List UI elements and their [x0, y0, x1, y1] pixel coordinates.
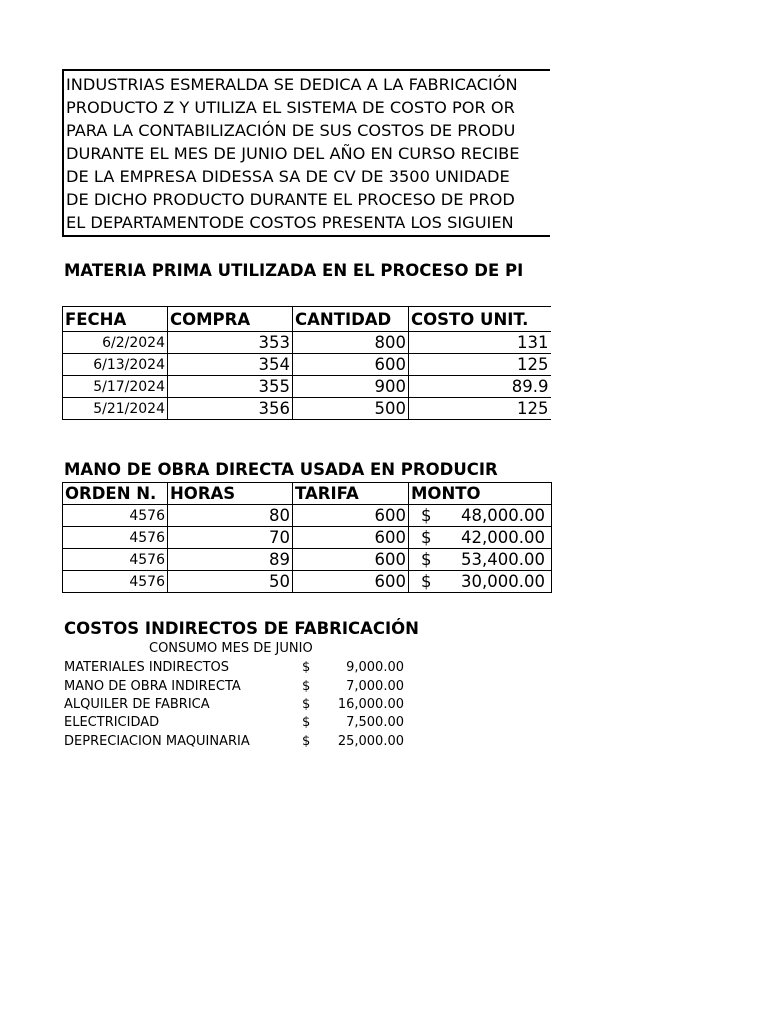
currency-symbol: $: [302, 715, 311, 730]
cif-subtitle: CONSUMO MES DE JUNIO: [149, 641, 313, 656]
cell-orden: 4576: [63, 505, 168, 527]
intro-text-box: [62, 69, 550, 237]
cell-tarifa: 600: [293, 571, 409, 593]
currency-symbol: $: [421, 550, 432, 569]
table-row: [63, 376, 551, 398]
monto-value: 48,000.00: [461, 506, 545, 525]
cell-compra: 354: [168, 354, 293, 376]
list-item: [64, 734, 404, 752]
header-horas: HORAS: [168, 483, 293, 505]
header-cantidad: CANTIDAD: [293, 307, 409, 332]
cif-title: COSTOS INDIRECTOS DE FABRICACIÓN: [64, 619, 419, 638]
cell-cantidad: 500: [293, 398, 409, 420]
table-row: [63, 549, 552, 571]
cell-compra: 353: [168, 332, 293, 354]
header-monto: MONTO: [409, 483, 552, 505]
cell-tarifa: 600: [293, 505, 409, 527]
currency-symbol: $: [421, 572, 432, 591]
cif-amount: 9,000.00: [346, 660, 404, 675]
currency-symbol: $: [302, 697, 311, 712]
cif-amount: 7,500.00: [346, 715, 404, 730]
cif-label: MATERIALES INDIRECTOS: [64, 660, 230, 675]
intro-line: PARA LA CONTABILIZACIÓN DE SUS COSTOS DE PRODU: [66, 121, 516, 140]
cell-costo-unit: 131: [409, 332, 551, 354]
cell-cantidad: 600: [293, 354, 409, 376]
cell-horas: 50: [168, 571, 293, 593]
cell-monto: [409, 549, 552, 571]
cell-compra: 356: [168, 398, 293, 420]
intro-line: DURANTE EL MES DE JUNIO DEL AÑO EN CURSO RECIBE: [66, 144, 520, 163]
intro-line: INDUSTRIAS ESMERALDA SE DEDICA A LA FABRICACIÓN: [66, 75, 518, 94]
currency-symbol: $: [421, 506, 432, 525]
cell-compra: 355: [168, 376, 293, 398]
cell-monto: [409, 505, 552, 527]
cell-costo-unit: 125: [409, 398, 551, 420]
cell-horas: 80: [168, 505, 293, 527]
cif-amount: 25,000.00: [337, 734, 404, 749]
table-row: [63, 332, 551, 354]
cell-orden: 4576: [63, 549, 168, 571]
materia-prima-title: MATERIA PRIMA UTILIZADA EN EL PROCESO DE PI: [64, 261, 524, 280]
list-item: [64, 660, 404, 678]
table-row: [63, 354, 551, 376]
mano-obra-table: [62, 482, 552, 593]
intro-line: DE LA EMPRESA DIDESSA SA DE CV DE 3500 UNIDADE: [66, 167, 510, 186]
monto-value: 42,000.00: [461, 528, 545, 547]
table-row: [63, 571, 552, 593]
cell-monto: [409, 571, 552, 593]
cell-orden: 4576: [63, 571, 168, 593]
cell-costo-unit: 89.9: [409, 376, 551, 398]
cif-label: ALQUILER DE FABRICA: [64, 697, 210, 712]
intro-line: EL DEPARTAMENTODE COSTOS PRESENTA LOS SIGUIEN: [66, 213, 514, 232]
currency-symbol: $: [302, 734, 311, 749]
cell-fecha: 6/13/2024: [63, 354, 168, 376]
currency-symbol: $: [302, 660, 311, 675]
materia-prima-table: [62, 306, 551, 420]
table-header-row: [63, 307, 551, 332]
table-header-row: [63, 483, 552, 505]
header-compra: COMPRA: [168, 307, 293, 332]
header-costo-unit: COSTO UNIT.: [409, 307, 551, 332]
cif-label: ELECTRICIDAD: [64, 715, 160, 730]
cell-cantidad: 900: [293, 376, 409, 398]
monto-value: 53,400.00: [461, 550, 545, 569]
mano-obra-title: MANO DE OBRA DIRECTA USADA EN PRODUCIR: [64, 460, 498, 479]
list-item: [64, 715, 404, 733]
cif-label: DEPRECIACION MAQUINARIA: [64, 734, 250, 749]
table-row: [63, 505, 552, 527]
intro-line: PRODUCTO Z Y UTILIZA EL SISTEMA DE COSTO POR OR: [66, 98, 515, 117]
cell-tarifa: 600: [293, 549, 409, 571]
cell-fecha: 5/21/2024: [63, 398, 168, 420]
cell-costo-unit: 125: [409, 354, 551, 376]
header-orden: ORDEN N.: [63, 483, 168, 505]
list-item: [64, 679, 404, 697]
cell-monto: [409, 527, 552, 549]
cif-amount: 7,000.00: [346, 679, 404, 694]
cif-amount: 16,000.00: [337, 697, 404, 712]
monto-value: 30,000.00: [461, 572, 545, 591]
cell-tarifa: 600: [293, 527, 409, 549]
currency-symbol: $: [302, 679, 311, 694]
cell-cantidad: 800: [293, 332, 409, 354]
cell-horas: 70: [168, 527, 293, 549]
cif-label: MANO DE OBRA INDIRECTA: [64, 679, 241, 694]
table-row: [63, 527, 552, 549]
currency-symbol: $: [421, 528, 432, 547]
cell-fecha: 6/2/2024: [63, 332, 168, 354]
header-fecha: FECHA: [63, 307, 168, 332]
table-row: [63, 398, 551, 420]
cell-horas: 89: [168, 549, 293, 571]
cell-fecha: 5/17/2024: [63, 376, 168, 398]
header-tarifa: TARIFA: [293, 483, 409, 505]
list-item: [64, 697, 404, 715]
intro-line: DE DICHO PRODUCTO DURANTE EL PROCESO DE PROD: [66, 190, 515, 209]
cell-orden: 4576: [63, 527, 168, 549]
